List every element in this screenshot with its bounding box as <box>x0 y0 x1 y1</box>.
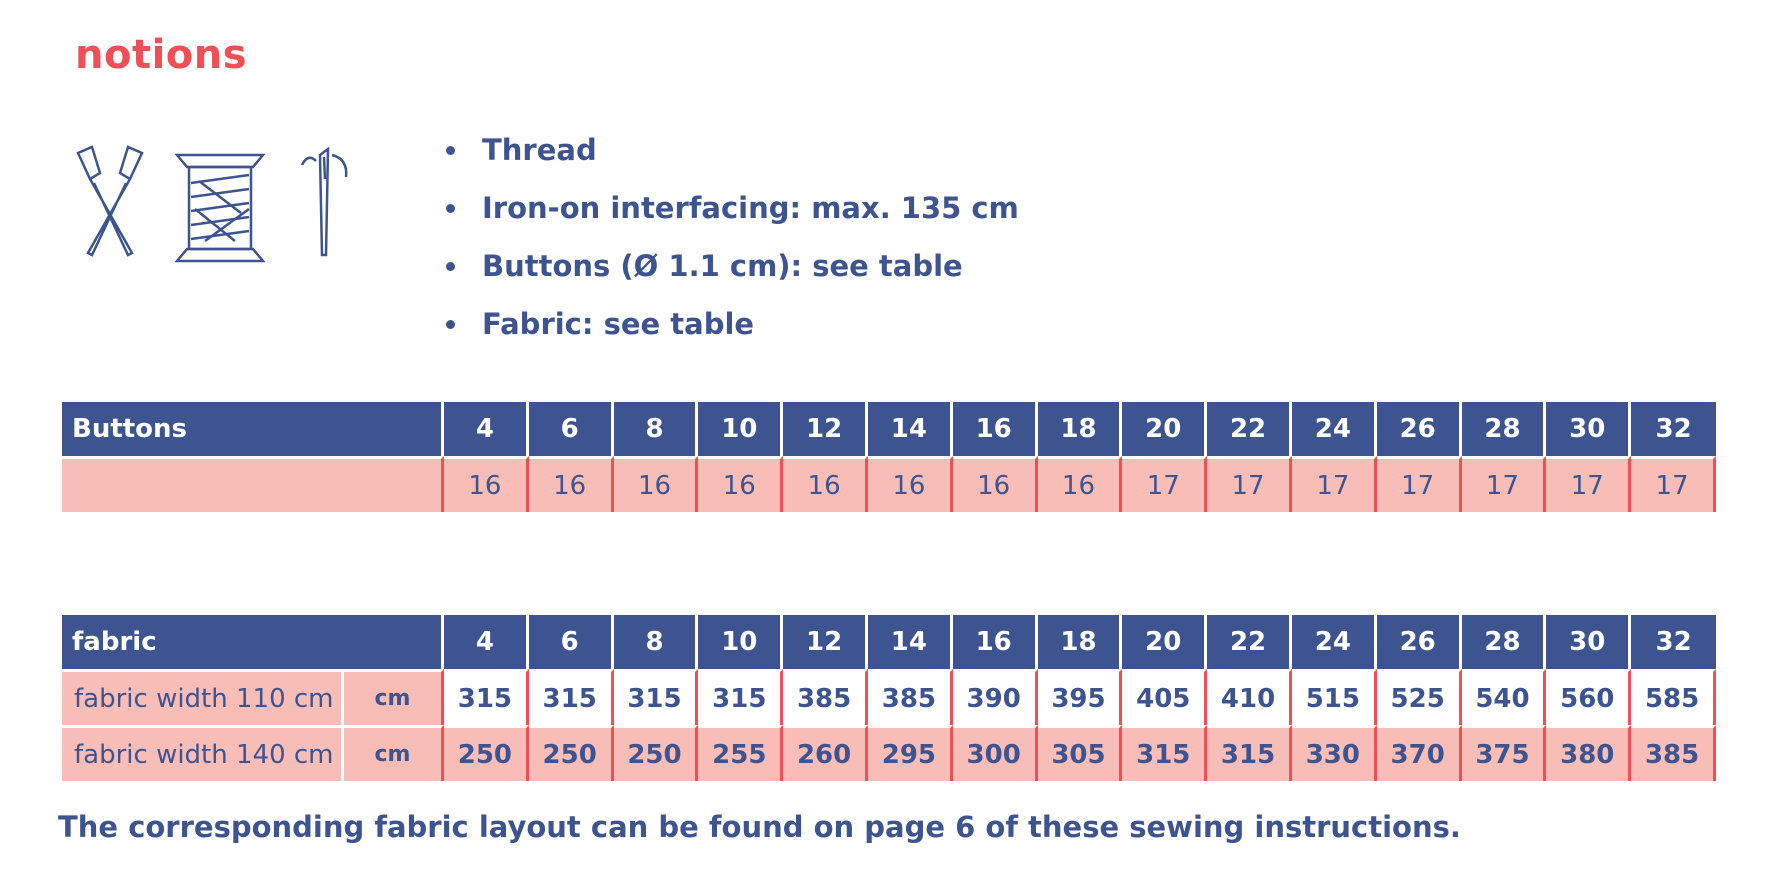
unit-label: cm <box>344 725 444 781</box>
table-cell: 255 <box>698 725 783 781</box>
size-header: 4 <box>444 402 529 456</box>
table-cell: 250 <box>529 725 614 781</box>
table-cell: 16 <box>953 456 1038 512</box>
list-item <box>446 188 1019 246</box>
buttons-header-label: Buttons <box>62 402 444 456</box>
row-label: fabric width 110 cm <box>62 669 344 725</box>
size-header: 20 <box>1122 402 1207 456</box>
list-item <box>446 130 1019 188</box>
table-cell: 16 <box>529 456 614 512</box>
table-cell: 17 <box>1122 456 1207 512</box>
table-cell: 315 <box>614 669 699 725</box>
list-item-label: Fabric: see table <box>482 307 755 341</box>
notions-list <box>446 130 1019 362</box>
size-header: 26 <box>1377 402 1462 456</box>
table-cell: 250 <box>444 725 529 781</box>
size-header: 10 <box>698 615 783 669</box>
table-cell: 585 <box>1631 669 1716 725</box>
table-cell: 380 <box>1546 725 1631 781</box>
size-header: 22 <box>1207 402 1292 456</box>
table-cell: 315 <box>444 669 529 725</box>
size-header: 32 <box>1631 402 1716 456</box>
page-title: notions <box>75 32 248 78</box>
size-header: 30 <box>1546 402 1631 456</box>
list-item <box>446 304 1019 362</box>
row-label: fabric width 140 cm <box>62 725 344 781</box>
size-header: 16 <box>953 402 1038 456</box>
table-cell: 17 <box>1292 456 1377 512</box>
table-cell: 385 <box>1631 725 1716 781</box>
table-cell: 305 <box>1038 725 1123 781</box>
size-header: 28 <box>1462 615 1547 669</box>
empty-cell <box>62 456 444 512</box>
size-header: 22 <box>1207 615 1292 669</box>
thread-spool-icon <box>175 153 265 263</box>
table-cell: 315 <box>1207 725 1292 781</box>
size-header: 26 <box>1377 615 1462 669</box>
bullet-dot <box>446 204 455 213</box>
table-cell: 410 <box>1207 669 1292 725</box>
size-header: 16 <box>953 615 1038 669</box>
size-header: 6 <box>529 615 614 669</box>
table-cell: 370 <box>1377 725 1462 781</box>
size-header: 12 <box>783 402 868 456</box>
table-cell: 17 <box>1207 456 1292 512</box>
table-cell: 405 <box>1122 669 1207 725</box>
unit-label: cm <box>344 669 444 725</box>
table-cell: 315 <box>698 669 783 725</box>
needle-icon <box>298 145 358 260</box>
table-cell: 390 <box>953 669 1038 725</box>
table-cell: 16 <box>614 456 699 512</box>
table-cell: 300 <box>953 725 1038 781</box>
size-header: 8 <box>614 402 699 456</box>
bullet-dot <box>446 146 455 155</box>
table-cell: 560 <box>1546 669 1631 725</box>
list-item-label: Thread <box>482 133 597 167</box>
table-cell: 540 <box>1462 669 1547 725</box>
size-header: 6 <box>529 402 614 456</box>
table-cell: 385 <box>783 669 868 725</box>
table-cell: 16 <box>444 456 529 512</box>
size-header: 20 <box>1122 615 1207 669</box>
table-cell: 16 <box>783 456 868 512</box>
table-cell: 330 <box>1292 725 1377 781</box>
table-cell: 395 <box>1038 669 1123 725</box>
list-item <box>446 246 1019 304</box>
table-cell: 17 <box>1377 456 1462 512</box>
size-header: 28 <box>1462 402 1547 456</box>
table-cell: 17 <box>1631 456 1716 512</box>
size-header: 12 <box>783 615 868 669</box>
size-header: 14 <box>868 402 953 456</box>
table-cell: 16 <box>698 456 783 512</box>
table-cell: 515 <box>1292 669 1377 725</box>
fabric-table <box>62 615 1716 781</box>
footer-note: The corresponding fabric layout can be found on page 6 of these sewing instructions. <box>58 810 1461 844</box>
fabric-header-label: fabric <box>62 615 444 669</box>
fabric-header-row <box>62 615 1716 669</box>
size-header: 14 <box>868 615 953 669</box>
table-cell: 17 <box>1462 456 1547 512</box>
buttons-table <box>62 402 1716 512</box>
table-cell: 250 <box>614 725 699 781</box>
fabric-row-140 <box>62 725 1716 781</box>
size-header: 4 <box>444 615 529 669</box>
size-header: 24 <box>1292 402 1377 456</box>
table-cell: 525 <box>1377 669 1462 725</box>
bullet-dot <box>446 262 455 271</box>
table-cell: 315 <box>529 669 614 725</box>
buttons-header-row <box>62 402 1716 456</box>
size-header: 18 <box>1038 615 1123 669</box>
table-cell: 16 <box>868 456 953 512</box>
table-cell: 375 <box>1462 725 1547 781</box>
bullet-dot <box>446 320 455 329</box>
size-header: 24 <box>1292 615 1377 669</box>
table-cell: 16 <box>1038 456 1123 512</box>
scissors-icon <box>70 145 150 260</box>
table-cell: 260 <box>783 725 868 781</box>
table-cell: 385 <box>868 669 953 725</box>
list-item-label: Iron-on interfacing: max. 135 cm <box>482 191 1019 225</box>
size-header: 32 <box>1631 615 1716 669</box>
size-header: 8 <box>614 615 699 669</box>
size-header: 30 <box>1546 615 1631 669</box>
fabric-row-110 <box>62 669 1716 725</box>
buttons-count-row <box>62 456 1716 512</box>
table-cell: 315 <box>1122 725 1207 781</box>
table-cell: 17 <box>1546 456 1631 512</box>
table-cell: 295 <box>868 725 953 781</box>
size-header: 18 <box>1038 402 1123 456</box>
size-header: 10 <box>698 402 783 456</box>
list-item-label: Buttons (Ø 1.1 cm): see table <box>482 249 963 283</box>
